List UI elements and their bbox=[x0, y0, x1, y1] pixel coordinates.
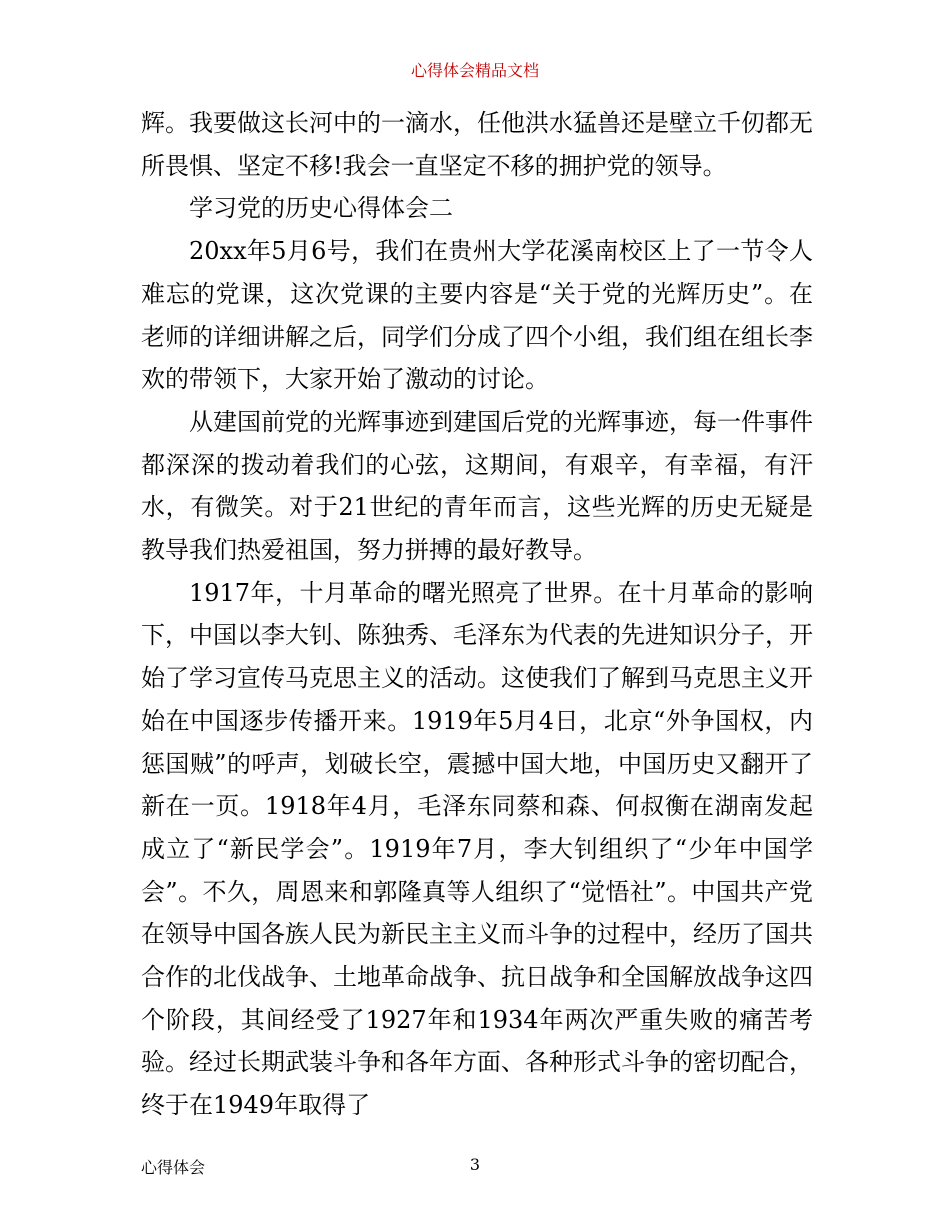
section-heading: 学习党的历史心得体会二 bbox=[189, 194, 453, 223]
paragraph: 20xx年5月6号，我们在贵州大学花溪南校区上了一节令人难忘的党课，这次党课的主要内容是“关于党的光辉历史”。在老师的详细讲解之后，同学们分成了四个小组，我们组在组长李欢的带领下，大家开始了激动的讨论。 bbox=[141, 237, 813, 394]
page-number: 3 bbox=[469, 1155, 481, 1174]
document-body bbox=[141, 102, 813, 1127]
paragraph: 1917年，十月革命的曙光照亮了世界。在十月革命的影响下，中国以李大钊、陈独秀、毛泽东为代表的先进知识分子，开始了学习宣传马克思主义的活动。这使我们了解到马克思主义开始在中国逐步传播开来。1919年5月4日，北京“外争国权，内惩国贼”的呼声，划破长空，震撼中国大地，中国历史又翻开了新在一页。1918年4月，毛泽东同蔡和森、何叔衡在湖南发起成立了“新民学会”。1919年7月，李大钊组织了“少年中国学会”。不久，周恩来和郭隆真等人组织了“觉悟社”。中国共产党在领导中国各族人民为新民主主义而斗争的过程中，经历了国共合作的北伐战争、土地革命战争、抗日战争和全国解放战争这四个阶段，其间经受了1927年和1934年两次严重失败的痛苦考验。经过长期武装斗争和各年方面、各种形式斗争的密切配合，终于在1949年取得了 bbox=[141, 578, 813, 1120]
page-header-title: 心得体会精品文档 bbox=[410, 61, 539, 80]
paragraph: 从建国前党的光辉事迹到建国后党的光辉事迹，每一件事件都深深的拨动着我们的心弦，这期间，有艰辛，有幸福，有汗水，有微笑。对于21世纪的青年而言，这些光辉的历史无疑是教导我们热爱祖国，努力拼搏的最好教导。 bbox=[141, 407, 813, 565]
paragraph-continued: 辉。我要做这长河中的一滴水，任他洪水猛兽还是壁立千仞都无所畏惧、坚定不移!我会一直坚定不移的拥护党的领导。 bbox=[141, 109, 813, 180]
footer-label: 心得体会 bbox=[141, 1158, 206, 1177]
